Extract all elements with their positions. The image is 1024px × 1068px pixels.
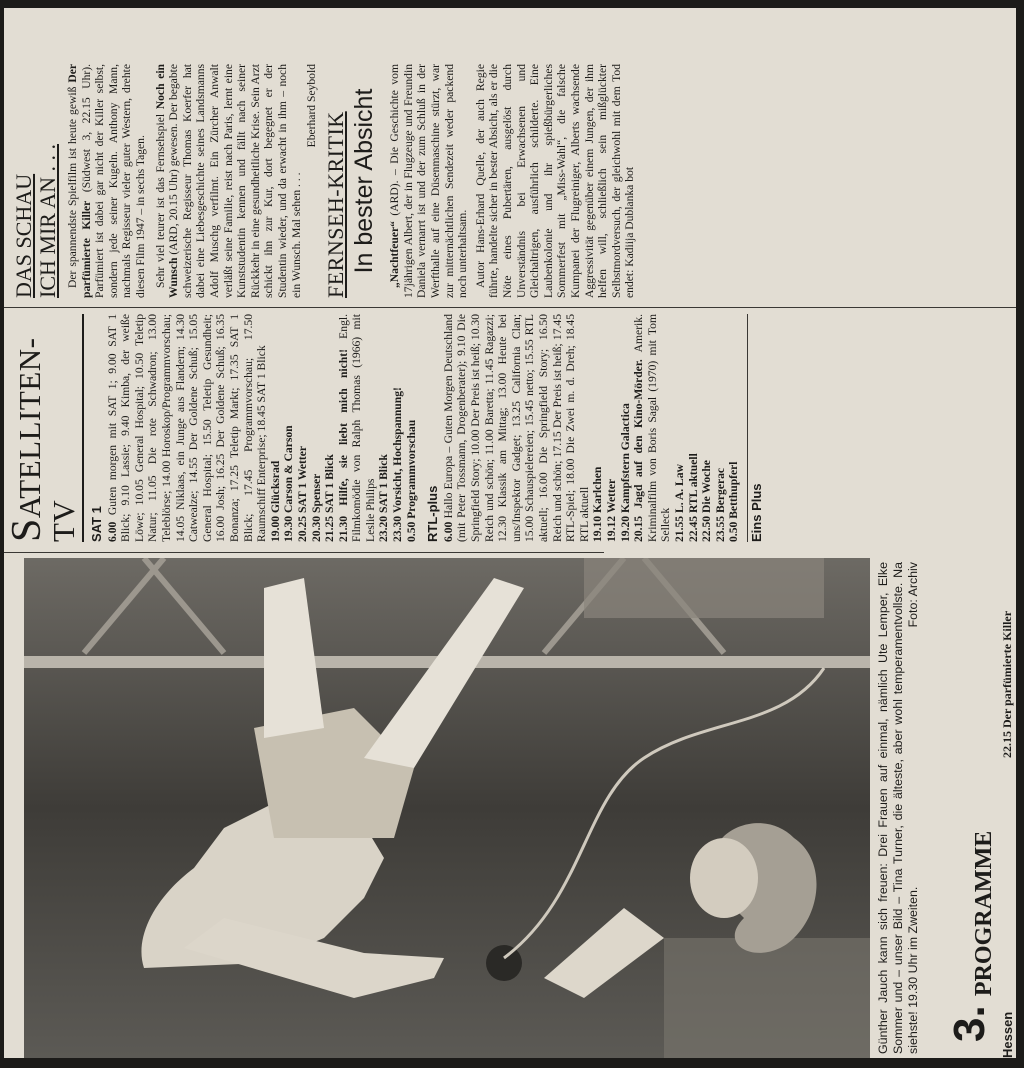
list-item: 23.55 Bergerac (713, 467, 727, 542)
list-item: 0.50 Programmvorschau (404, 419, 418, 542)
rtl-schedule: 6.00 Hallo Europa – Guten Morgen Deutschland (mit Peter Tossmann, Drogenberater); 9.10 Die Springfield Story; 10.00 Der Preis ist heiß; 10.30 Reich und schön; 11.00 Baretta; 11.45 Ragazzi; 12.30 Klassik am Mittag; 13.00 Heute bei uns/Inspektor Gadget; 13.25 California Clan; 15.00 Schauspielereien; 15.45 netto; 15.55 RTL aktuell; 16.00 Die Springfield Story; 16.50 Reich und schön; 17.15 Der Preis ist heiß; 17.45 RTL-Spiel; 18.00 Die Zwei m. d. Dreh; 18.45 RTL aktuell (441, 314, 591, 542)
list-item: 19.00 Glücksrad (268, 460, 282, 542)
satelliten-column (4, 314, 1016, 546)
list-item: 0.50 Betthupferl (727, 461, 741, 542)
killer-listing: 22.15 Der parfümierte Killer (1000, 610, 1014, 758)
list-item: 20.25 SAT 1 Wetter (295, 446, 309, 542)
kritik-subtitle: In bester Absicht (350, 88, 379, 274)
newspaper-clipping (4, 8, 1016, 1058)
list-item: 21.25 SAT 1 Blick (323, 454, 337, 542)
programme-title: PROGRAMME (971, 830, 998, 997)
list-item: 19.20 Kampfstern Galactica (618, 403, 632, 542)
schau-title: DAS SCHAU ICH MIR AN . . . (11, 143, 60, 298)
kritik-paragraph-1: „Nachtfeuer“ (ARD). – Die Geschichte vom 17jährigen Albert, der in Flugzeuge und Freundin Daniela vernarrt ist und der zum Schluß in der Werfthalle auf eine Düsenmaschine stürzt, war zur mitternächtlichen Sendezeit weder packend noch unterhaltsam. (388, 64, 470, 298)
list-item: 23.30 Vorsicht, Hochspannung! (391, 387, 405, 542)
list-item: 19.12 Wetter (604, 478, 618, 542)
kritik-paragraph-2: Autor Hans-Erhard Quelle, der auch Regie führte, handelte sicher in bester Absicht, als er die Nöte eines Pubertären, ausgelöst durch Unverständnis bei Erwachsenen und Gleichaltrigen, ausführlich schilderte. Eine Laubenkolonie und ihr spießbürgerliches Sommerfest mit „Miss-Wahl“, die falsche Kumpanei der Flugreiniger, Alberts wachsende Aggressivität gegenüber einem Jungen, der ihm helfen will, schließlich sein mißglückter Selbstmordversuch, der gleichwohl mit dem Tod endet: Kadiija Dublanka bot (473, 64, 637, 298)
photo-credit: Foto: Archiv (905, 562, 920, 628)
column-rule (4, 552, 604, 553)
column-rule (4, 307, 1016, 308)
sat1-heading: SAT 1 (89, 506, 104, 542)
rtl-late-list (673, 314, 741, 542)
list-item: 21.55 L. A. Law (672, 464, 686, 542)
programme-number: 3. (945, 1005, 994, 1042)
feuilleton-column (4, 58, 1016, 302)
list-item: 19.30 Carson & Carson (282, 425, 296, 542)
rtl-evening-list (591, 314, 632, 542)
hessen-label: Hessen (1000, 1011, 1015, 1058)
schau-paragraph-1: Der spannendste Spielfilm ist heute gewiß Der parfümierte Killer (Südwest 3, 22.15 Uhr). Parfümiert ist dabei gar nicht der Killer selbst, sondern jede seiner Kugeln. Anthony Mann, nachmals Regisseur vieler guter Western, drehte diesen Film 1947 – in sechs Tagen. (66, 63, 147, 298)
list-item: 19.10 Karlchen (591, 466, 605, 542)
photo-column (4, 558, 1016, 1058)
left-edge-strip (1000, 8, 1016, 1058)
tina-turner-photo (24, 558, 870, 1058)
sat1-schedule: 6.00 Guten morgen mit SAT 1; 9.00 SAT 1 Blick; 9.10 Lassie; 9.40 Kimba, der weiße Löwe; 10.05 General Hospital; 10.50 Teletip Natur; 11.05 Die rote Schwadron; 13.00 Teleblörse; 14.00 Horoskop/Programmvorschau; 14.05 Niklaas, ein Junge aus Flandern; 14.30 Catwealze; 14.55 Der Goldene Schuß; 15.05 General Hospital; 15.50 Teletip Gesundheit; 16.00 Josh; 16.25 Der Goldene Schuß; 16.35 Bonanza; 17.25 Teletip Markt; 17.35 SAT 1 Blick; 17.45 Programmvorschau; 17.50 Raumschiff Enterprise; 18.45 SAT 1 Blick (105, 314, 269, 542)
caption-text: Günther Jauch kann sich freuen: Drei Frauen auf einmal, nämlich Ute Lemper, Elke Sommer und – unser Bild – Tina Turner, die älteste, aber wohl temperamentvollste. Na siehste! 19.30 Uhr im Zweiten. (876, 562, 920, 1054)
sat1-late-list (377, 314, 418, 542)
list-item: 23.20 SAT 1 Blick (377, 454, 391, 542)
eins-plus-heading: Eins Plus (748, 483, 764, 542)
section-rule (747, 314, 748, 542)
concert-photo-illustration (24, 558, 870, 1058)
schau-paragraph-2: Sehr viel teurer ist das Fernsehspiel Noch ein Wunsch (ARD, 20.15 Uhr) gewesen. Der begabte schweizerische Regisseur Thomas Koerfer hat dabei eine Liebesgeschichte seines Landsmanns Adolf Muschg verfilmt. Ein Zürcher Anwalt verläßt seine Familie, reist nach Paris, lernt eine Kunststudentin kennen und fällt nach seiner Rückkehr in eine gesundheitliche Krise. Sein Arzt schickt ihn zur Kur, dort begegnet er der Studentin wieder, und da erwacht in ihm – noch ein Wunsch. Mal sehen . . . (153, 63, 303, 298)
fernseh-kritik-title: FERNSEH-KRITIK (322, 111, 348, 298)
list-item: 22.45 RTL aktuell (686, 453, 700, 542)
author-signature: Eberhard Seybold (305, 64, 319, 148)
rotated-page (4, 8, 1016, 1058)
rtl-heading: RTL-plus (425, 485, 441, 542)
photo-caption (870, 558, 950, 1058)
list-item: 22.50 Die Woche (700, 460, 714, 542)
sat1-evening-list (269, 314, 337, 542)
list-item: 20.30 Spenser (309, 473, 323, 542)
rtl-jagd-entry: 20.15 Jagd auf den Kino-Mörder. Amerik. Kriminalfilm von Boris Sagal (1970) mit Tom Selleck (632, 314, 673, 542)
sat1-hilfe-entry: 21.30 Hilfe, sie liebt mich nicht! Engl. Filmkomödie von Ralph Thomas (1966) mit Leslie Philips (336, 314, 377, 542)
satelliten-title: SATELLITEN-TV (10, 314, 84, 542)
